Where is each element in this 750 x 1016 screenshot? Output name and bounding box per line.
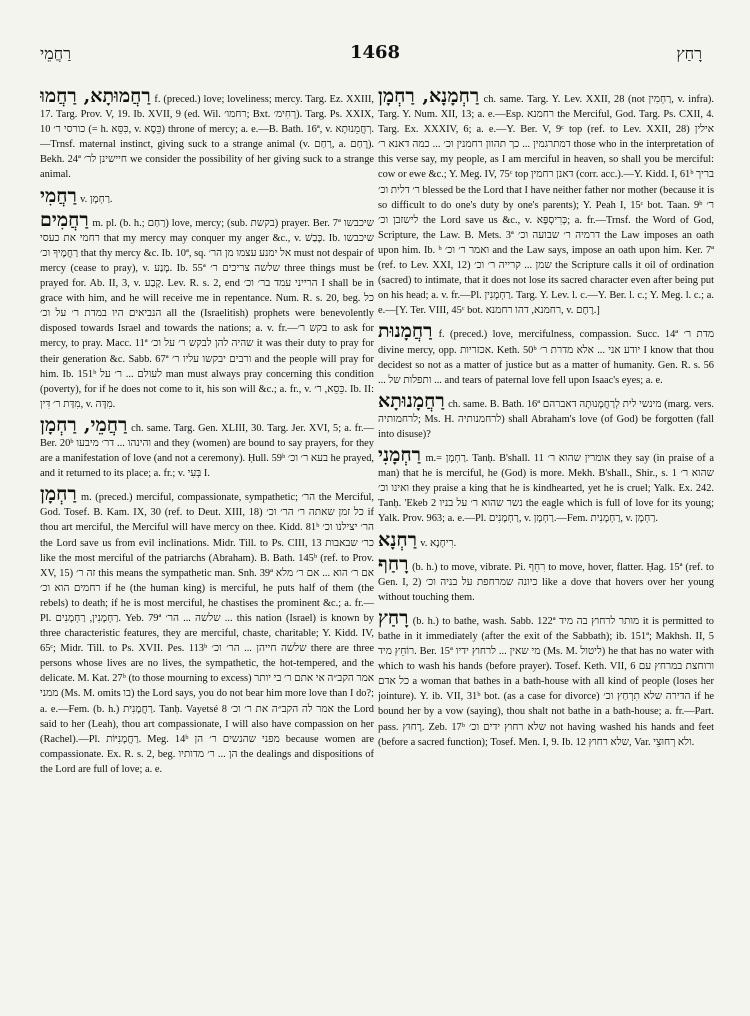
page-number: 1468 (349, 42, 401, 63)
page-header (0, 40, 750, 70)
entry-text: v. רִיחָנָא. (420, 537, 457, 549)
header-left-headword: רַחֲמֵי (40, 44, 72, 63)
entry-text: ch. same. Targ. Gen. XLIII, 30. Targ. Jer. XVI, 5; a. fr.—Ber. 20ᵇ והינהו ... דר׳ מיבעו and they (women) are bound to say prayers, for they are a manifestation of love (and not a ceremony). Ḥull. 59ᵇ בעא ר׳ וכ׳ he prayed, and it returned to its place; a. fr.; v. בְּעִי I. (40, 422, 374, 480)
right-column (378, 86, 714, 1000)
entry-headword: רַחֲמֵי, רַחְמָן (40, 413, 128, 436)
dictionary-entry (40, 415, 374, 481)
entry-headword: רָחַץ (378, 606, 409, 629)
entry-text: m. pl. (b. h.; רַחַם) love, mercy; (sub. בקשת) prayer. Ber. 7ª שיכבשו רחמי את כעסי that my mercy may conquer my anger &c., v. כָּבַשׁ. Ib. שיכבשו רַחֲמֶיךָ וכ׳ that thy mercy &c. Ib. 10ª, sq. אל ימנע עצמו מן הר׳ must not despair of mercy (cease to pray), v. מָנַע. Ib. 55ª שלשה צריכים ר׳ three things must be prayed for. Ab. II, 3, v. קֶבַע. Lev. R. s. 2, end הרייני עמד בר׳ וכ׳ I shall be in grace with him, and he will receive me in repentance. Num. R. s. 20, beg. כל הנביאים היו במדת ר׳ על וכ׳ all the (Israelitish) prophets were benevolently disposed towards Israel and towards the nations; a. v. fr.—בקש ר׳ to ask for mercy, to pray. Macc. 11ª שהיה להן לבקש ר׳ על וכ׳ it was their duty to pray for their generation &c. Sabb. 67ª ורבים יבקשו עליו ר׳ and the people will pray for him. Ib. 151ᵇ לעולם ... ר׳ על man must always pray concerning this condition (poverty), for if he does not come to it, his son will &c.; a. fr., v. כֵּסֵא, ר׳. Ib. II: מִדַּת ר׳ דִּין, v. מִדָּה. (40, 217, 374, 410)
entry-headword: רַחֲמִים (40, 208, 89, 231)
dictionary-entry (378, 554, 714, 605)
entry-headword: רַחְמָנָא, רַחְמָן (378, 86, 480, 107)
entry-text: ch. same. B. Bath. 16ª מינשי לית לְרַחֲמָנוּתָה דאברהם (marg. vers. לרחמותיה; Ms. H. לרחמנותיה) shall Abraham's love (of God) be forgotten (fall into disuse)? (378, 398, 714, 440)
entry-headword: רָחַף (378, 552, 409, 575)
entry-headword: רַחֲמִי (40, 184, 77, 207)
entry-text: f. (preced.) love, mercifulness, compassion. Succ. 14ª מדת ר׳ divine mercy, opp. אכזריות. Keth. 50ᵇ יודע אני ... אלא מדרת ר׳ I know that thou decidest so not as a matter of justice but as a matter of humanity. Gen. R. s. 56 ... ותפלות של ... and tears of paternal love fell upon Isaac's eyes; a. e. (378, 329, 714, 386)
dictionary-entry (378, 391, 714, 442)
entry-headword: רַחֲמוּתָא, רַחֲמוּ (40, 86, 151, 107)
dictionary-entry (378, 86, 714, 318)
entry-text: (b. h.) to bathe, wash. Sabb. 122ª מותר לרחוץ בה מיד it is permitted to bathe in it immediately (after the exit of the Sabbath); ib. 151ª; Makhsh. II, 5 רוֹחֵץ מיד. Ber. 15ª מי שאין ... לרחוץ ידיו (Ms. M. ליטול) he that has no water with which to wash his hands (before prayer). Tosef. Keth. VII, 6 ורוחצת במרחץ עם כל אדם a woman that bathes in a bath-house with all kind of people (loses her jointure). Y. ib. VII, 31ᵇ bot. (as a case for divorce) הדירה שלא תִרְחַץ וכ׳ if he bound her by a vow (saying), thou shalt not bathe in a bath-house; a. fr.—Part. pass. רָחוּץ. Zeb. 17ᵇ שלא רחוץ ידים וכ׳ not having washed his hands and feet (before a sacred function); Tosef. Men. I, 9. Ib. 12 שלא רחוץ, Var. ולא רְחוּצֵי. (378, 615, 714, 748)
dictionary-entry (40, 86, 374, 183)
entry-headword: רַחְנָא (378, 528, 417, 551)
entry-text: v. רַחְמָן. (80, 193, 113, 205)
entry-text: (b. h.) to move, vibrate. Pi. רִחֵף to move, hover, flatter. Ḥag. 15ª (ref. to Gen. I, 2) כיונה שמרחפת על בניה וכ׳ like a dove that hovers over her young without touching them. (378, 561, 714, 603)
dictionary-entry (378, 530, 714, 551)
entry-text: m.= רַחְמָן. Tanḥ. B'shall. 11 אומרין שהוא ר׳ they say (in praise of a man) that he is merciful, he (God) is more. Mekh. B'shall., Shir., s. 1 שהוא ר׳ ואינו וכ׳ they praise a king that he is kindhearted, yet he is cruel; Yalk. Ex. 242. Tanḥ. 'Ekeb 2 נשר שהוא ר׳ על בניו the eagle which is full of love for its young; Yalk. Prov. 963; a. e.—Pl. רַחְמָנִים, v. רַחְמָן.—Fem. רַחְמָנִית, v. רַחְמָן. (378, 453, 714, 525)
dictionary-entry (40, 186, 374, 207)
entry-text: f. (preced.) love; loveliness; mercy. Targ. Ez. XXIII, 17. Targ. Prov. V, 19. Ib. XVII, 9 (ed. Wil. רחמו׳; Bxt. רְחִימ׳). Targ. Ps. XXIX, 10 כורסי ר׳ (= h. כִּסֵּא, v. כֵּסֶא) throne of mercy; a. e.—B. Bath. 16ª, v. רְחֲמֵנוּתָא.—Trnsf. maternal instinct, giving suck to a strange animal (v. רַחַם, a. רָחַם). Bekh. 24ª חיישינן לר׳ we consider the possibility of her giving suck to a strange animal. (40, 94, 374, 181)
dictionary-entry (40, 484, 374, 777)
entry-headword: רַחֲמָנוּתָא (378, 389, 445, 412)
header-right-headword: רָחַץ (676, 44, 702, 63)
entry-text: m. (preced.) merciful, compassionate, sympathetic; הר׳ the Merciful, God. Tosef. B. Kam. IX, 30 (ref. to Deut. XIII, 18) כל זמן שאתה ר׳ הר׳ וכ׳ if thou art merciful, the Merciful will have mercy on thee. Kidd. 81ᵇ הר׳ יצילנו וכ׳ the Lord save us from evil inclinations. Midr. Till. to Ps. CIII, 13 כר׳ שבאבות like the most merciful of the patriarchs (Abraham). B. Bath. 145ᵇ (ref. to Prov. XV, 15) זה ר׳ this means the sympathetic man. Snh. 39ª אם ר׳ הוא ... אם ר׳ מלא רחמים הוא וכ׳ if he (the human king) is merciful, he puts half of them (the rebels) to death; if he is most merciful, he chastises the prominent &c.; a. fr.—Pl. רַחְמָנִין, רַחְמָנִים. Yeb. 79ª שלשה ... הר׳ ... this nation (Israel) is known by three characteristic features, they are merciful, chaste, charitable; Y. Kidd. IV, 65ᶜ; Midr. Till. to Ps. XVII. Pes. 113ᵇ שלשה חייהן ... הר׳ וכ׳ there are three persons whose lives are no lives, the sympathetic, the hot-tempered, and the delicate. M. Kat. 27ᵇ (to those mourning to excess) אמר הקב״ה אי אתם ר׳ בי יותר ממני (Ms. M. omits בו) the Lord says, you do not bear him more love than I do?; a. e.—Fem. (b. h.) רַחֲמָנִית. Tanḥ. Vayetsé 8 אמר לה הקב״ה את ר׳ וכ׳ the Lord said to her (Leah), thou art compassionate, I will also have compassion on her (Rachel).—Pl. רַחֲמָנִיּוֹת. Meg. 14ᵇ מפני שהנשים ר׳ הן because women are compassionate. Ex. R. s. 2, beg. הן ... ר׳ מדותיו the dealings and dispositions of the Lord are full of love; a. e. (40, 492, 374, 775)
entry-text: ch. same. Targ. Y. Lev. XXII, 28 (not רַחְמִין, v. infra). Targ. Y. Num. XII, 13; a. e.—Esp. רחמנא the Merciful, God. Targ. Ps. CXII, 4. Targ. Ex. XXXIV, 6; a. e.—Y. Ber. V, 9ᶜ top (ref. to Lev. XXII, 28) אילין דמתרגמין ... כך תהוון רחמנין וכ׳ ... כמה דאנא ר׳ those who in the interpretation of this verse say, my people, as I am merciful in heaven, so shall you be merciful: cow or ewe &c.; Y. Meg. IV, 75ᶜ top דאנן רחמין (corr. acc.).—Y. Kidd. I, 61ᵇ בריך ר׳ דלית וכ׳ blessed be the Lord that I have neither father nor mother (because it is so difficult to do one's duty by one's parents); Y. Peah I, 15ᶜ bot. Taan. 9ᵇ ר׳ לישזבן וכ׳ the Lord save us &c., v. כְּרִיסְפָּא; a. fr.—Trnsf. the Word of God, Scripture, the Law. B. Mets. 3ª דרמיה ר׳ שבועה וכ׳ the Law imposes an oath upon him. Ib. ᵇ ואמר ר׳ וכ׳ and the Law says, impose an oath upon him. Ker. 7ª (ref. to Lev. XXI, 12) שמן ... קרייה ר׳ וכ׳ the Scripture calls it oil of ordination (sacred) to intimate, that it does not lose its sacred character even after being put on his head; a. v. fr.—Pl. רַחְמָנִין. Targ. Y. Lev. l. c.—Y. Ber. l. c.; Y. Meg. l. c.; a. e.—[Y. Ter. VIII, 45ᶜ bot. רחמנא, דהו רחמנא, v. רֶחֶם.] (378, 94, 714, 317)
dictionary-entry (378, 321, 714, 387)
entry-headword: רַחֲמָנוּת (378, 320, 433, 343)
entry-headword: רַחְמָן (40, 483, 77, 506)
left-column (40, 86, 374, 1000)
dictionary-entry (378, 445, 714, 526)
entry-headword: רַחְמָנִי (378, 444, 422, 467)
dictionary-entry (40, 210, 374, 412)
dictionary-entry (378, 608, 714, 750)
